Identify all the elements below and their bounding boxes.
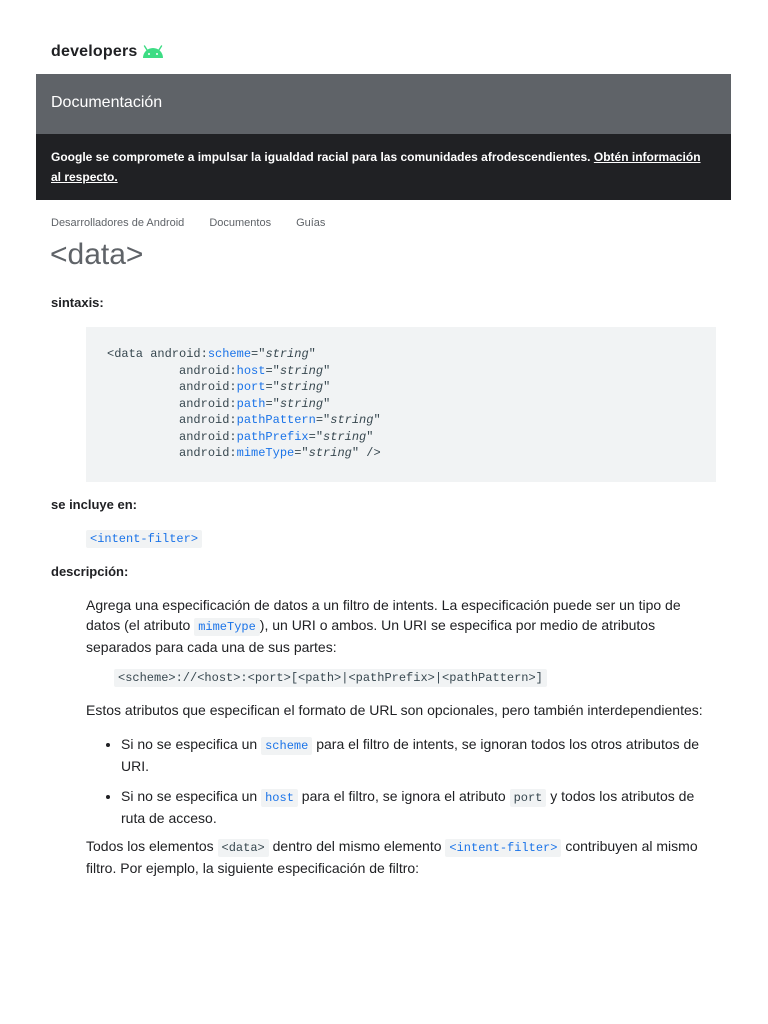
code-line: android:path="string" <box>107 396 331 411</box>
code-value: string <box>330 413 374 427</box>
code-value: string <box>265 347 309 361</box>
code-attribute: pathPattern <box>236 413 316 427</box>
uri-format-code: <scheme>://<host>:<port>[<path>|<pathPrefix>|<pathPattern>] <box>114 669 547 687</box>
code-attribute: pathPrefix <box>236 429 309 444</box>
host-link[interactable]: host <box>261 789 298 807</box>
syntax-label: sintaxis: <box>51 295 104 310</box>
code-attribute: port <box>236 380 266 394</box>
scheme-link[interactable]: scheme <box>261 737 312 755</box>
code-line: <data android:scheme="string" <box>107 347 316 361</box>
documentation-title[interactable]: Documentación <box>51 94 163 111</box>
syntax-code-block <box>86 327 716 482</box>
breadcrumb-item-guides[interactable]: Guías <box>296 217 326 229</box>
description-label: descripción: <box>51 564 129 579</box>
code-attribute: scheme <box>207 347 252 361</box>
description-paragraph-1: Agrega una especificación de datos a un filtro de intents. La especificación puede ser un tipo de datos (el atributo mimeType ), un URI o ambos. Un URI se especifica por medio de atributos separados para cada una de sus partes: <box>86 597 681 655</box>
announcement-banner <box>36 134 731 200</box>
list-item: • Si no se especifica un host para el filtro, se ignora el atributo port y todos los atributos de ruta de acceso. <box>121 786 711 828</box>
code-attribute: mimeType <box>236 446 295 460</box>
code-attribute: path <box>236 396 266 411</box>
description-paragraph-3: Todos los elementos <data> dentro del mismo elemento <intent-filter> contribuyen al mismo filtro. Por ejemplo, la siguiente especificación de filtro: <box>86 838 698 876</box>
banner-link[interactable]: Obtén información al respecto. <box>51 150 701 184</box>
code-value: string <box>279 380 324 394</box>
logo-text: developers <box>51 43 138 60</box>
list-item: • Si no se especifica un scheme para el filtro de intents, se ignoran todos los otros atributos de URI. <box>121 734 711 776</box>
code-line: android:host="string" <box>107 363 331 378</box>
breadcrumb-item-docs[interactable]: Documentos <box>209 217 272 229</box>
description-paragraph-2: Estos atributos que especifican el formato de URL son opcionales, pero también interdependientes: <box>86 702 703 718</box>
breadcrumb-item-android-developers[interactable]: Desarrolladores de Android <box>51 217 185 229</box>
data-element-code: <data> <box>218 839 269 857</box>
page-title: <data> <box>50 238 144 271</box>
code-line: android:mimeType="string" /> <box>107 446 381 460</box>
code-value: string <box>279 396 324 411</box>
documentation-bar[interactable] <box>36 74 731 134</box>
banner-text: Google se compromete a impulsar la igualdad racial para las comunidades afrodescendientes. Obtén información al respecto. <box>51 150 701 184</box>
code-value: string <box>308 446 352 460</box>
mimetype-link[interactable]: mimeType <box>194 618 260 636</box>
intent-filter-inline-link[interactable]: <intent-filter> <box>445 839 561 857</box>
breadcrumb <box>51 217 350 229</box>
code-line: android:pathPrefix="string" <box>107 429 374 444</box>
attribute-rules-list <box>86 734 711 838</box>
code-value: string <box>279 363 324 378</box>
code-line: android:port="string" <box>107 380 331 394</box>
port-code: port <box>510 789 547 807</box>
code-line: android:pathPattern="string" <box>107 413 381 427</box>
intent-filter-link[interactable]: <intent-filter> <box>86 530 202 548</box>
code-value: string <box>323 429 367 444</box>
syntax-code <box>107 346 381 462</box>
developers-logo[interactable] <box>51 40 165 64</box>
included-in-label: se incluye en: <box>51 497 137 512</box>
code-attribute: host <box>236 363 266 378</box>
android-bot-icon <box>141 45 165 59</box>
